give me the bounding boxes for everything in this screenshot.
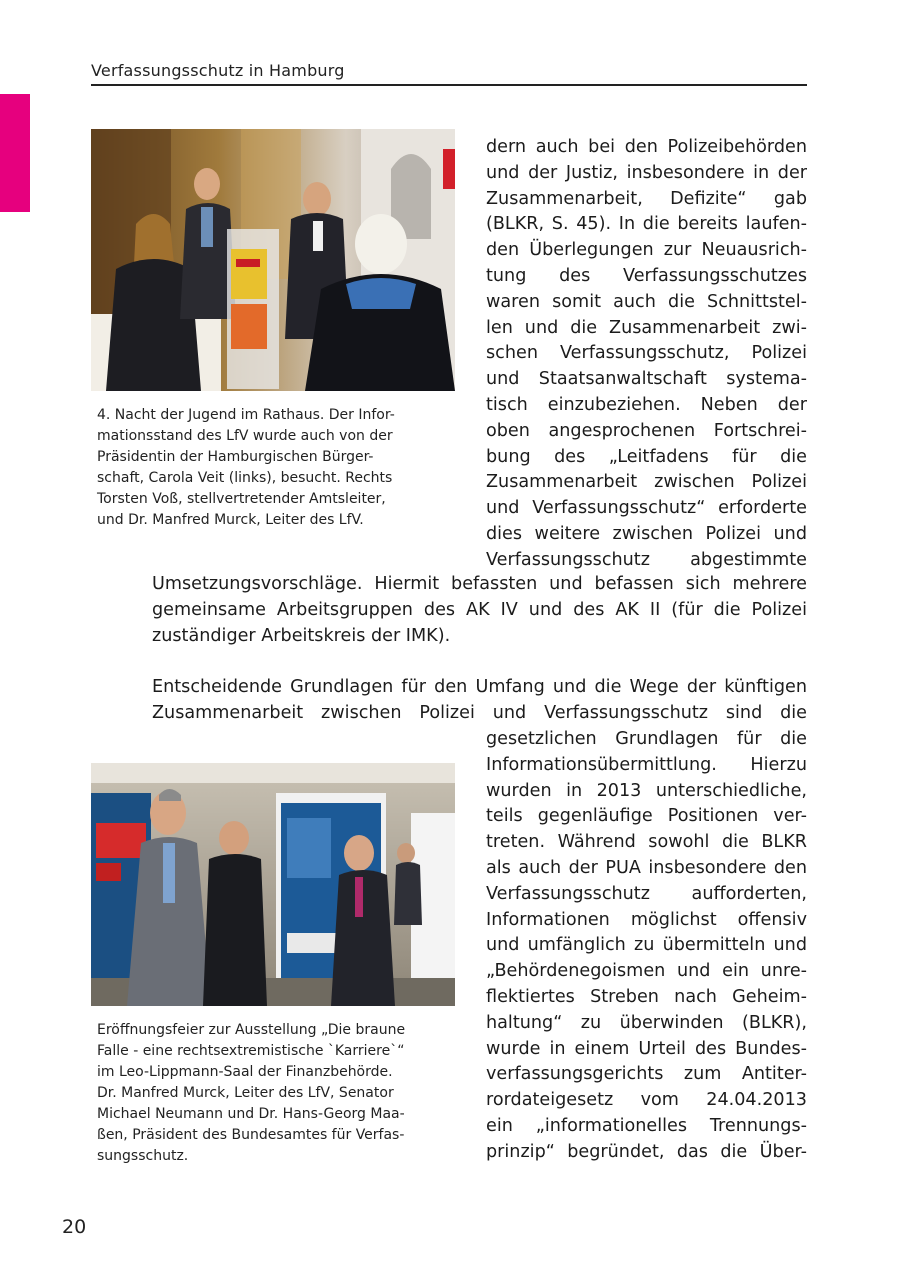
caption-line: Michael Neumann und Dr. Hans-Georg Maa- bbox=[97, 1106, 405, 1122]
caption-line: 4. Nacht der Jugend im Rathaus. Der Infor- bbox=[97, 407, 395, 423]
text-line: und der Justiz, insbesondere in der bbox=[486, 162, 807, 183]
caption-line: Torsten Voß, stellvertretender Amtsleiter, bbox=[97, 491, 386, 507]
text-line: gesetzlichen Grundlagen für die bbox=[486, 729, 807, 749]
caption-line: ßen, Präsident des Bundesamtes für Verfas- bbox=[97, 1127, 405, 1143]
caption-line: sungsschutz. bbox=[97, 1148, 189, 1164]
text-line: verfassungsgerichts zum Antiter- bbox=[486, 1064, 807, 1085]
caption-line: mationsstand des LfV wurde auch von der bbox=[97, 428, 393, 444]
caption-line: schaft, Carola Veit (links), besucht. Rechts bbox=[97, 470, 393, 486]
body-paragraph-wide-1 bbox=[152, 572, 807, 649]
text-line: wurde in einem Urteil des Bundes- bbox=[486, 1038, 807, 1059]
text-line: ein „informationelles Trennungs- bbox=[486, 1115, 807, 1136]
text-line: oben angesprochenen Fortschrei- bbox=[486, 420, 807, 441]
text-line: rordateigesetz vom 24.04.2013 bbox=[486, 1090, 807, 1111]
text-line: und umfänglich zu übermitteln und bbox=[486, 935, 807, 956]
page-number: 20 bbox=[62, 1216, 87, 1238]
photo-exhibition-opening bbox=[91, 763, 455, 1006]
caption-line: Eröffnungsfeier zur Ausstellung „Die braune bbox=[97, 1022, 406, 1038]
text-line: Verfassungsschutz abgestimmte bbox=[486, 549, 807, 570]
text-line: „Behördenegoismen und ein unre- bbox=[486, 961, 807, 982]
caption-line: Falle - eine rechtsextremistische `Karriere`“ bbox=[97, 1043, 405, 1059]
running-header: Verfassungsschutz in Hamburg bbox=[91, 61, 345, 80]
text-line: tisch einzubeziehen. Neben der bbox=[486, 394, 807, 415]
text-line: haltung“ zu überwinden (BLKR), bbox=[486, 1012, 807, 1033]
text-line: waren somit auch die Schnittstel- bbox=[486, 291, 807, 312]
photo-caption-1 bbox=[97, 405, 447, 531]
text-line: Entscheidende Grundlagen für den Umfang und die Wege der künftigen bbox=[152, 677, 807, 697]
text-line: len und die Zusammenarbeit zwi- bbox=[486, 317, 807, 338]
text-line: tung des Verfassungsschutzes bbox=[486, 265, 807, 286]
text-line: schen Verfassungsschutz, Polizei bbox=[486, 343, 807, 364]
text-line: dern auch bei den Polizeibehörden bbox=[486, 137, 807, 157]
text-line: zuständiger Arbeitskreis der IMK). bbox=[152, 625, 451, 646]
caption-line: Dr. Manfred Murck, Leiter des LfV, Senator bbox=[97, 1085, 394, 1101]
text-line: Informationen möglichst offensiv bbox=[486, 909, 807, 930]
text-line: und Staatsanwaltschaft systema- bbox=[486, 369, 807, 390]
text-line: bung des „Leitfadens für die bbox=[486, 446, 807, 467]
text-line: Verfassungsschutz aufforderten, bbox=[486, 883, 807, 904]
text-line: (BLKR, S. 45). In die bereits laufen- bbox=[486, 214, 807, 235]
caption-line: Präsidentin der Hamburgischen Bürger- bbox=[97, 449, 374, 465]
text-line: flektiertes Streben nach Geheim- bbox=[486, 986, 807, 1007]
photo-caption-2 bbox=[97, 1020, 447, 1167]
text-line: treten. Während sowohl die BLKR bbox=[486, 832, 807, 853]
photo-info-booth bbox=[91, 129, 455, 391]
text-line: Zusammenarbeit, Defizite“ gab bbox=[486, 188, 807, 209]
body-column-1 bbox=[486, 135, 807, 574]
text-line: wurden in 2013 unterschiedliche, bbox=[486, 780, 807, 801]
text-line: als auch der PUA insbesondere den bbox=[486, 857, 807, 878]
body-paragraph-wide-2 bbox=[152, 675, 807, 727]
text-line: und Verfassungsschutz“ erforderte bbox=[486, 498, 807, 519]
text-line: teils gegenläufige Positionen ver- bbox=[486, 806, 807, 827]
text-line: Umsetzungsvorschläge. Hiermit befassten und befassen sich mehrere bbox=[152, 574, 807, 594]
text-line: dies weitere zwischen Polizei und bbox=[486, 523, 807, 544]
text-line: gemeinsame Arbeitsgruppen des AK IV und des AK II (für die Polizei bbox=[152, 599, 807, 620]
magenta-section-marker bbox=[0, 94, 30, 212]
text-line: Informationsübermittlung. Hierzu bbox=[486, 754, 807, 775]
text-line: den Überlegungen zur Neuausrich- bbox=[486, 240, 807, 261]
body-column-2 bbox=[486, 727, 807, 1166]
text-line: prinzip“ begründet, das die Über- bbox=[486, 1141, 807, 1162]
caption-line: im Leo-Lippmann-Saal der Finanzbehörde. bbox=[97, 1064, 393, 1080]
caption-line: und Dr. Manfred Murck, Leiter des LfV. bbox=[97, 512, 364, 528]
text-line: Zusammenarbeit zwischen Polizei bbox=[486, 472, 807, 493]
text-line: Zusammenarbeit zwischen Polizei und Verfassungsschutz sind die bbox=[152, 702, 807, 723]
header-rule bbox=[91, 84, 807, 86]
